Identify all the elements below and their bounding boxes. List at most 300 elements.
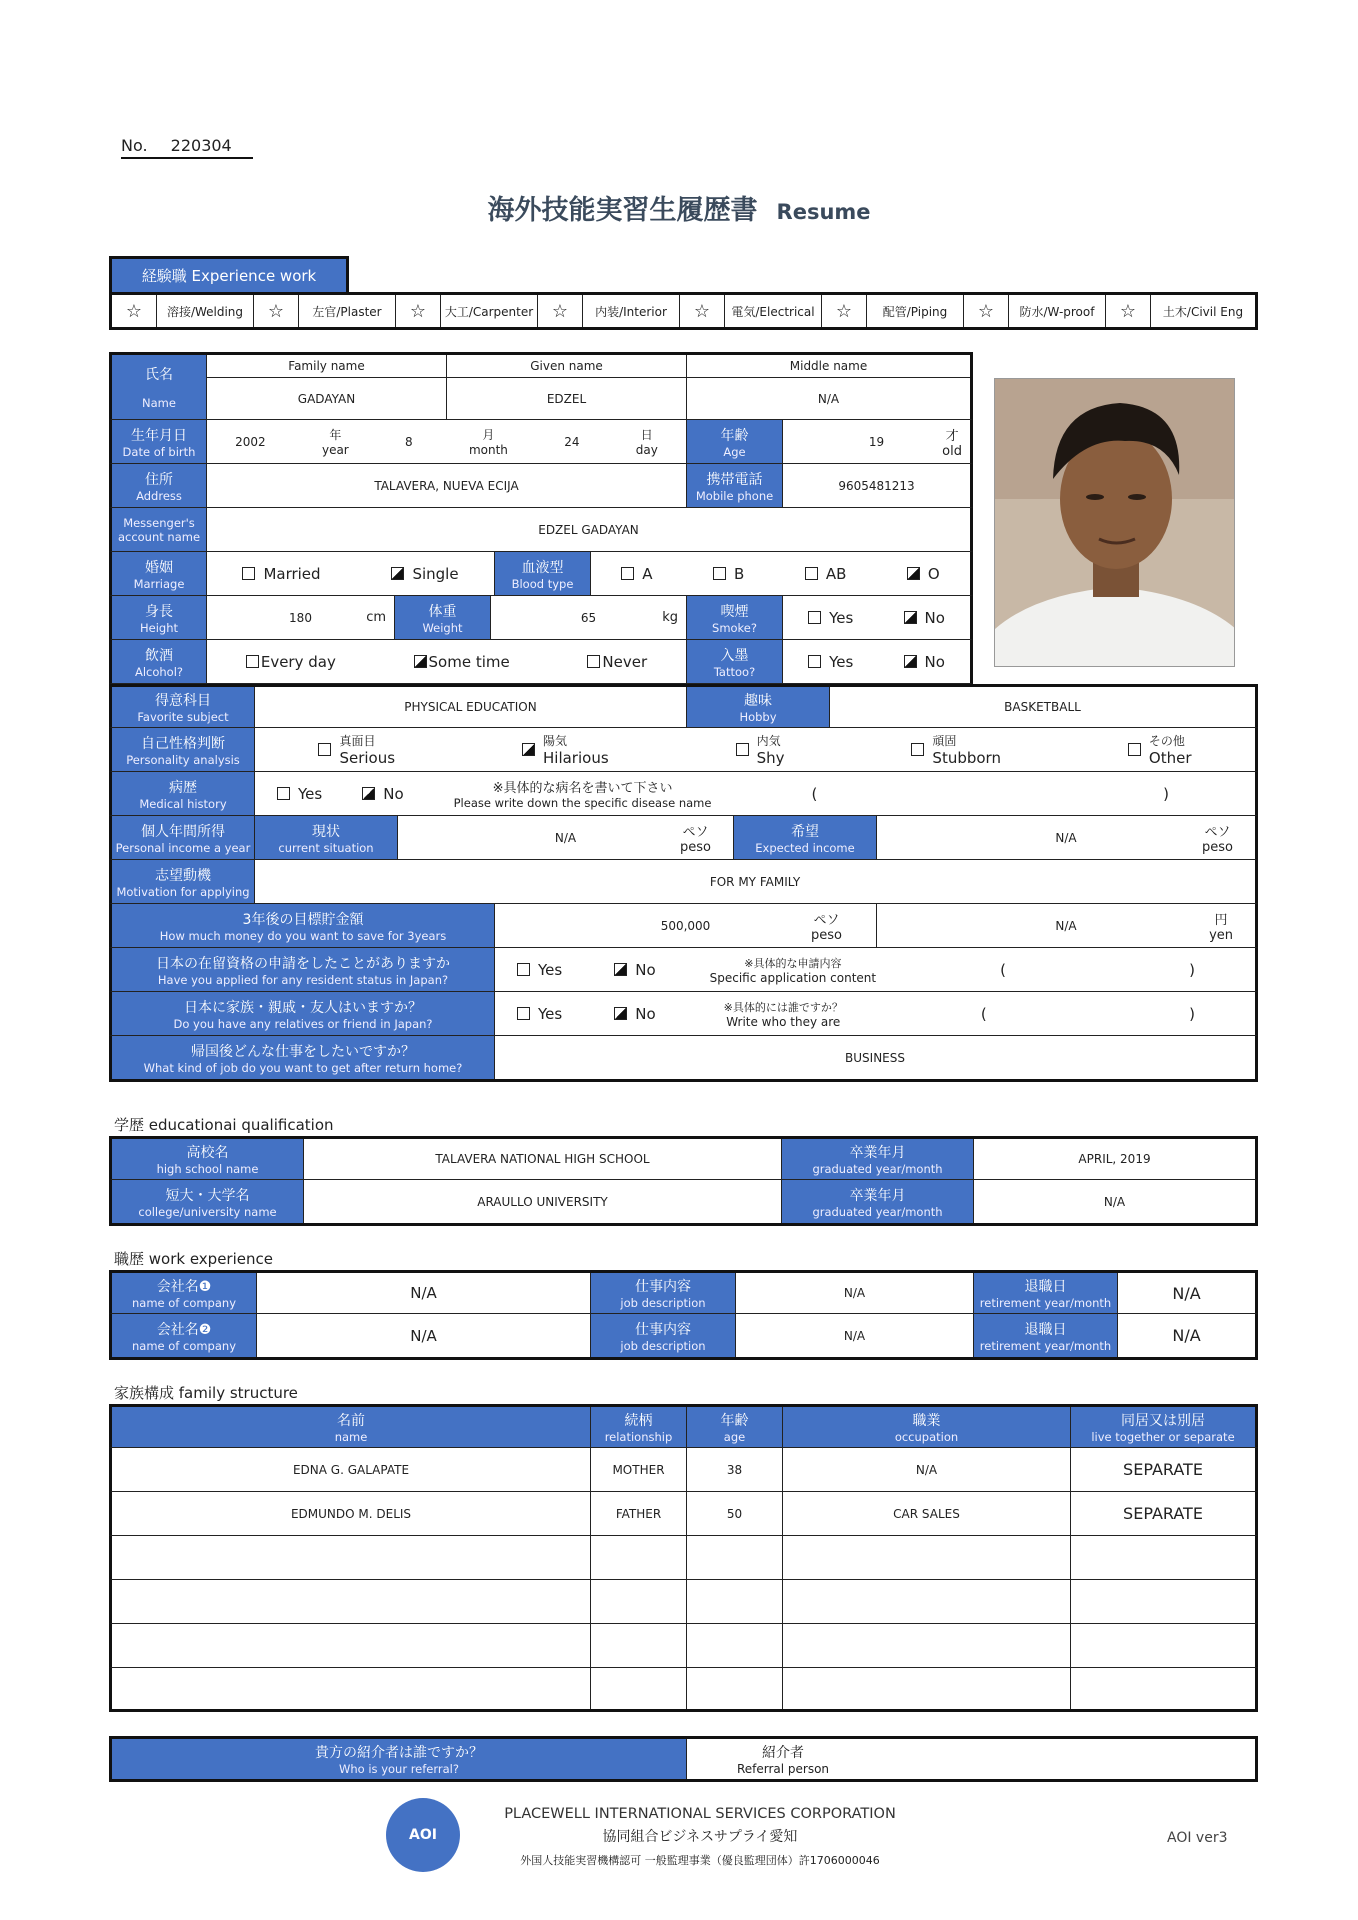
messenger-row [109, 508, 973, 552]
family-live-cell[interactable]: SEPARATE [1123, 1504, 1203, 1523]
experience-star[interactable] [1106, 295, 1151, 327]
tattoo-header [687, 640, 783, 683]
checkbox-ab[interactable] [805, 567, 818, 580]
income-current-unit: ペソ peso [680, 824, 711, 855]
smoke-header-jp: 喫煙 [720, 603, 749, 620]
income-header-jp: 個人年間所得 [141, 823, 225, 840]
table-row [109, 1536, 1258, 1580]
checkbox-resident-no[interactable] [614, 963, 627, 976]
relatives-paren-close: ) [1189, 1004, 1195, 1023]
height-value-cell[interactable] [207, 596, 395, 639]
checkbox-medical-yes[interactable] [277, 787, 290, 800]
subject-header-jp: 得意科目 [155, 693, 211, 709]
experience-star[interactable] [254, 295, 299, 327]
applicant-photo [994, 378, 1235, 667]
star-icon: ☆ [409, 300, 427, 322]
checkbox-relatives-no[interactable] [614, 1007, 627, 1020]
motivation-row [109, 860, 1258, 904]
experience-item [441, 295, 538, 327]
family-occ-cell[interactable] [783, 1580, 1071, 1623]
future-job-value: BUSINESS [845, 1050, 905, 1065]
doc-number [121, 136, 253, 159]
alcohol-header [112, 640, 207, 683]
doc-number-label: No. [121, 136, 148, 155]
referral-value-cell[interactable] [879, 1739, 1255, 1779]
given-name-label: Given name [447, 355, 686, 378]
table-row [109, 1492, 1258, 1536]
mobile-value: 9605481213 [838, 478, 915, 493]
experience-row [109, 292, 1258, 330]
medical-header-jp: 病歴 [169, 779, 197, 796]
company-value-cell[interactable] [257, 1273, 591, 1313]
blood-option-ab[interactable]: AB [805, 565, 847, 583]
checkbox-never[interactable] [587, 655, 600, 668]
address-value-cell[interactable] [207, 464, 687, 507]
family-age-cell[interactable] [687, 1580, 783, 1623]
footer-company [480, 1806, 920, 1868]
income-expected-value: N/A [1055, 830, 1077, 845]
job-header: 仕事内容 job description [591, 1273, 736, 1313]
family-age-cell[interactable] [687, 1668, 783, 1709]
experience-item [867, 295, 964, 327]
education-col-row [109, 1180, 1258, 1226]
income-header [112, 816, 255, 859]
relatives-header [112, 992, 495, 1035]
subject-value-cell[interactable] [255, 687, 687, 727]
address-row [109, 464, 973, 508]
messenger-value: EDZEL GADAYAN [538, 522, 639, 537]
resident-header-jp: 日本の在留資格の申請をしたことがありますか [156, 955, 450, 972]
blood-options [591, 552, 970, 595]
income-current-value: N/A [554, 830, 577, 845]
experience-item [725, 295, 822, 327]
blood-option-b[interactable]: B [713, 565, 744, 583]
experience-header [109, 256, 349, 292]
smoke-option-yes[interactable]: Yes [808, 609, 853, 627]
star-icon: ☆ [1119, 300, 1137, 322]
family-age-cell[interactable] [687, 1624, 783, 1667]
checkbox-serious[interactable] [318, 743, 331, 756]
checkbox-tattoo-no[interactable] [904, 655, 917, 668]
company-value: N/A [410, 1326, 437, 1345]
dob-header [112, 420, 207, 463]
family-rel-cell[interactable] [591, 1580, 687, 1623]
height-header-jp: 身長 [145, 603, 173, 620]
work-row [109, 1314, 1258, 1360]
family-name-cell[interactable] [112, 1624, 591, 1667]
resident-options [495, 948, 1255, 991]
hs-header: 高校名 high school name [112, 1139, 304, 1179]
height-row [109, 596, 973, 640]
checkbox-everyday[interactable] [246, 655, 259, 668]
marriage-option-single[interactable]: Single [391, 565, 458, 583]
income-current-header-jp: 現状 [312, 823, 340, 840]
alcohol-option-everyday[interactable]: Every day [246, 653, 336, 671]
income-expected-unit: ペソ peso [1202, 824, 1233, 855]
given-name-value: EDZEL [546, 391, 587, 406]
checkbox-o[interactable] [907, 567, 920, 580]
address-value: TALAVERA, NUEVA ECIJA [374, 478, 519, 493]
name-header-jp: 氏名 [145, 367, 173, 383]
given-name-cell[interactable] [447, 355, 687, 419]
family-occ-cell[interactable] [783, 1536, 1071, 1579]
family-occ-cell[interactable]: CAR SALES [783, 1492, 1071, 1535]
experience-item-label: 電気/Electrical [731, 304, 815, 319]
relatives-note: ※具体的には誰ですか？ Write who they are [723, 1000, 843, 1029]
marriage-header-jp: 婚姻 [145, 559, 173, 576]
marriage-header-en: Marriage [133, 576, 185, 591]
resident-option-no[interactable]: No [614, 961, 655, 979]
hs-grad-header: 卒業年月 graduated year/month [782, 1139, 974, 1179]
mobile-value-cell[interactable] [783, 464, 970, 507]
personality-header [112, 728, 255, 771]
alcohol-option-sometime[interactable]: Some time [414, 653, 510, 671]
checkbox-sometime[interactable] [414, 655, 427, 668]
job-value: N/A [843, 1328, 866, 1343]
footer-license: 外国人技能実習機構認可 一般監理事業（優良監理団体）許1706000046 [520, 1854, 880, 1867]
motivation-header-en: Motivation for applying [116, 884, 250, 899]
experience-star[interactable] [538, 295, 583, 327]
experience-item-label: 溶接/Welding [166, 304, 244, 319]
retirement-value-cell[interactable] [1118, 1273, 1255, 1313]
retirement-header: 退職日 retirement year/month [974, 1273, 1118, 1313]
personality-header-jp: 自己性格判断 [141, 735, 225, 752]
resident-row [109, 948, 1258, 992]
checkbox-shy[interactable] [736, 743, 749, 756]
motivation-value: FOR MY FAMILY [709, 874, 801, 889]
experience-star[interactable] [680, 295, 725, 327]
future-job-row [109, 1036, 1258, 1082]
checkbox-medical-no[interactable] [362, 787, 375, 800]
medical-option-no[interactable]: No [362, 785, 403, 803]
weight-header-jp: 体重 [428, 603, 457, 620]
family-col-live: 同居又は別居 live together or separate [1071, 1407, 1255, 1447]
checkbox-resident-yes[interactable] [517, 963, 530, 976]
job-value-cell[interactable] [736, 1273, 974, 1313]
checkbox-hilarious[interactable] [522, 743, 535, 756]
family-age-cell[interactable] [687, 1536, 783, 1579]
company-header: 会社名❶ name of company [112, 1273, 257, 1313]
resident-paren-close: ) [1189, 960, 1195, 979]
college-grad-header: 卒業年月 graduated year/month [782, 1180, 974, 1223]
savings-row [109, 904, 1258, 948]
messenger-header [112, 508, 207, 551]
future-job-header-jp: 帰国後どんな仕事をしたいですか？ [191, 1043, 415, 1060]
savings-header [112, 904, 495, 947]
page-title-jp: 海外技能実習生履歴書 [487, 195, 758, 226]
star-icon: ☆ [267, 300, 285, 322]
family-rel-cell[interactable]: FATHER [591, 1492, 687, 1535]
income-expected-header-jp: 希望 [791, 823, 819, 840]
personality-options [255, 728, 1255, 771]
family-live-cell[interactable] [1071, 1624, 1255, 1667]
checkbox-other[interactable] [1128, 743, 1141, 756]
family-name-cell[interactable]: EDNA G. GALAPATE [112, 1448, 591, 1491]
marriage-option-married[interactable]: Married [242, 565, 320, 583]
family-rel-cell[interactable] [591, 1536, 687, 1579]
education-hs-row [109, 1136, 1258, 1180]
personality-option-shy[interactable]: 内気 Shy [736, 732, 785, 767]
family-col-name: 名前 name [112, 1407, 591, 1447]
family-title: 家族構成 family structure [114, 1384, 298, 1402]
footer-company-en: PLACEWELL INTERNATIONAL SERVICES CORPORATION [504, 1806, 896, 1822]
college-value-cell[interactable] [304, 1180, 782, 1223]
family-rel-cell[interactable]: MOTHER [591, 1448, 687, 1491]
footer-company-jp: 協同組合ビジネスサプライ愛知 [602, 1829, 798, 1845]
work-title: 職歴 work experience [114, 1250, 273, 1268]
relatives-header-en: Do you have any relatives or friend in Japan? [173, 1016, 433, 1031]
checkbox-a[interactable] [621, 567, 634, 580]
hobby-value-cell[interactable] [830, 687, 1255, 727]
relatives-header-jp: 日本に家族・親戚・友人はいますか？ [184, 999, 422, 1016]
family-occ-cell[interactable] [783, 1624, 1071, 1667]
income-header-en: Personal income a year [115, 840, 251, 855]
blood-header-en: Blood type [511, 576, 574, 591]
experience-item-label: 土木/Civil Eng [1162, 304, 1244, 319]
retirement-value: N/A [1172, 1283, 1201, 1303]
messenger-value-cell[interactable] [207, 508, 970, 551]
experience-item [157, 295, 254, 327]
income-current-header [255, 816, 398, 859]
dob-row [109, 420, 973, 464]
family-age-cell[interactable]: 38 [687, 1448, 783, 1491]
hobby-value: BASKETBALL [1004, 700, 1081, 714]
checkbox-married[interactable] [242, 567, 255, 580]
family-name-cell[interactable] [112, 1668, 591, 1709]
future-job-value-cell[interactable] [495, 1036, 1255, 1079]
medical-option-yes[interactable]: Yes [277, 785, 322, 803]
address-header-en: Address [136, 488, 182, 503]
middle-name-label: Middle name [687, 355, 970, 378]
motivation-header-jp: 志望動機 [155, 867, 211, 884]
weight-header-en: Weight [422, 620, 463, 635]
smoke-option-no[interactable]: No [904, 609, 945, 627]
name-header [112, 355, 207, 419]
doc-number-value: 220304 [170, 136, 232, 155]
future-job-header [112, 1036, 495, 1079]
table-row [109, 1624, 1258, 1668]
star-icon: ☆ [835, 300, 853, 322]
family-live-cell[interactable]: SEPARATE [1123, 1460, 1203, 1479]
middle-name-cell[interactable] [687, 355, 970, 419]
checkbox-smoke-no[interactable] [904, 611, 917, 624]
page-title-en: Resume [776, 200, 871, 224]
family-rel-cell[interactable] [591, 1624, 687, 1667]
savings-yen-cell[interactable] [877, 904, 1255, 947]
blood-option-a[interactable]: A [621, 565, 652, 583]
star-icon: ☆ [551, 300, 569, 322]
education-title: 学歴 educationai qualification [114, 1116, 334, 1134]
company-value: N/A [410, 1284, 437, 1302]
savings-peso-unit: ペソ peso [811, 912, 842, 943]
family-header-row [109, 1404, 1258, 1448]
family-name-cell[interactable] [112, 1580, 591, 1623]
height-header-en: Height [139, 620, 178, 635]
dob-year: 2002 [235, 434, 266, 449]
blood-option-o[interactable]: O [907, 565, 940, 583]
motivation-value-cell[interactable] [255, 860, 1255, 903]
family-name-label: Family name [207, 355, 446, 378]
dob-year-unit: 年 year [321, 428, 349, 457]
family-name-value: GADAYAN [297, 391, 356, 406]
savings-yen-value: N/A [1055, 918, 1077, 933]
applicant-photo-image [995, 379, 1235, 667]
resident-header-en: Have you applied for any resident status in Japan? [157, 972, 449, 987]
family-col-age: 年齢 age [687, 1407, 783, 1447]
family-live-cell[interactable] [1071, 1536, 1255, 1579]
referral-label: 紹介者 Referral person [736, 1745, 830, 1776]
name-row [109, 352, 973, 420]
company-value-cell[interactable] [257, 1314, 591, 1357]
hs-grad-cell[interactable] [974, 1139, 1255, 1179]
income-current-cell[interactable] [398, 816, 734, 859]
experience-star[interactable] [822, 295, 867, 327]
family-live-cell[interactable] [1071, 1668, 1255, 1709]
family-occ-cell[interactable] [783, 1668, 1071, 1709]
version-label: AOI ver3 [1167, 1830, 1228, 1846]
savings-peso-cell[interactable] [495, 904, 877, 947]
family-name-cell[interactable] [112, 1536, 591, 1579]
resident-option-yes[interactable]: Yes [517, 961, 562, 979]
checkbox-tattoo-yes[interactable] [808, 655, 821, 668]
dob-month-unit: 月 month [468, 428, 508, 457]
family-name-cell[interactable]: EDMUNDO M. DELIS [112, 1492, 591, 1535]
tattoo-option-no[interactable]: No [904, 653, 945, 671]
income-expected-cell[interactable] [877, 816, 1255, 859]
motivation-header [112, 860, 255, 903]
checkbox-smoke-yes[interactable] [808, 611, 821, 624]
family-name-cell[interactable] [207, 355, 447, 419]
alcohol-option-never[interactable]: Never [587, 653, 647, 671]
income-row [109, 816, 1258, 860]
savings-yen-unit: 円 yen [1209, 912, 1233, 943]
age-header-en: Age [723, 444, 746, 459]
checkbox-relatives-yes[interactable] [517, 1007, 530, 1020]
family-rel-cell[interactable] [591, 1668, 687, 1709]
medical-options [255, 772, 1255, 815]
experience-star[interactable] [112, 295, 157, 327]
subject-value: PHYSICAL EDUCATION [404, 700, 537, 714]
medical-row [109, 772, 1258, 816]
middle-name-value: N/A [817, 391, 840, 406]
income-expected-header-en: Expected income [755, 840, 855, 855]
savings-header-jp: 3年後の目標貯金額 [242, 911, 364, 928]
experience-item [583, 295, 680, 327]
family-col-occupation: 職業 occupation [783, 1407, 1071, 1447]
future-job-header-en: What kind of job do you want to get after return home? [143, 1060, 463, 1075]
marriage-row [109, 552, 973, 596]
smoke-options [783, 596, 970, 639]
marriage-header [112, 552, 207, 595]
age-header-jp: 年齢 [720, 427, 749, 444]
aoi-logo-text: AOI [409, 1827, 437, 1843]
family-occ-cell[interactable]: N/A [783, 1448, 1071, 1491]
relatives-options [495, 992, 1255, 1035]
alcohol-header-en: Alcohol? [134, 664, 184, 679]
relatives-option-yes[interactable]: Yes [517, 1005, 562, 1023]
tattoo-header-jp: 入墨 [720, 647, 749, 664]
medical-note: ※具体的な病名を書いて下さい Please write down the specific disease name [453, 781, 712, 810]
resident-note: ※具体的な申請内容 Specific application content [709, 956, 877, 985]
resident-header [112, 948, 495, 991]
weight-unit: kg [662, 610, 678, 625]
star-icon: ☆ [977, 300, 995, 322]
college-value: ARAULLO UNIVERSITY [477, 1194, 608, 1209]
tattoo-option-yes[interactable]: Yes [808, 653, 853, 671]
hs-value-cell[interactable] [304, 1139, 782, 1179]
blood-header [495, 552, 591, 595]
subject-header [112, 687, 255, 727]
age-header [687, 420, 783, 463]
family-col-relationship: 続柄 relationship [591, 1407, 687, 1447]
income-current-header-en: current situation [278, 840, 374, 855]
experience-star[interactable] [964, 295, 1009, 327]
name-header-en: Name [142, 396, 176, 410]
hobby-header-en: Hobby [739, 710, 777, 724]
alcohol-row [109, 640, 973, 684]
messenger-header-en2: account name [117, 529, 201, 544]
experience-item [1009, 295, 1106, 327]
age-value-cell[interactable] [783, 420, 970, 463]
personality-header-en: Personality analysis [126, 752, 240, 767]
age-value: 19 [868, 434, 885, 449]
experience-item [299, 295, 396, 327]
relatives-option-no[interactable]: No [614, 1005, 655, 1023]
blood-header-jp: 血液型 [521, 559, 564, 576]
savings-peso-value: 500,000 [660, 918, 711, 933]
dob-day: 24 [564, 434, 580, 449]
height-header [112, 596, 207, 639]
income-expected-header [734, 816, 877, 859]
personality-option-serious[interactable]: 真面目 Serious [318, 732, 395, 767]
weight-value: 65 [580, 610, 597, 625]
work-row [109, 1270, 1258, 1314]
referral-row [109, 1736, 1258, 1782]
family-age-cell[interactable]: 50 [687, 1492, 783, 1535]
retirement-value-cell[interactable] [1118, 1314, 1255, 1357]
checkbox-b[interactable] [713, 567, 726, 580]
experience-star[interactable] [396, 295, 441, 327]
dob-day-unit: 日 day [635, 428, 658, 457]
mobile-header-en: Mobile phone [695, 488, 774, 503]
retirement-value: N/A [1172, 1326, 1201, 1345]
dob-month: 8 [405, 434, 413, 449]
job-value: N/A [843, 1286, 866, 1300]
retirement-header: 退職日 retirement year/month [974, 1314, 1118, 1357]
alcohol-header-jp: 飲酒 [145, 647, 173, 664]
family-live-cell[interactable] [1071, 1580, 1255, 1623]
height-unit: cm [366, 610, 386, 625]
experience-item-label: 防水/W-proof [1019, 304, 1095, 319]
star-icon: ☆ [125, 300, 143, 322]
dob-values[interactable] [207, 420, 687, 463]
table-row [109, 1448, 1258, 1492]
experience-item-label: 大工/Carpenter [444, 304, 534, 319]
medical-header [112, 772, 255, 815]
medical-header-en: Medical history [139, 796, 227, 811]
job-value-cell[interactable] [736, 1314, 974, 1357]
weight-value-cell[interactable] [491, 596, 687, 639]
checkbox-single[interactable] [391, 567, 404, 580]
college-grad-cell[interactable] [974, 1180, 1255, 1223]
hobby-header-jp: 趣味 [744, 693, 772, 709]
experience-header-label: 経験職 Experience work [141, 267, 317, 285]
checkbox-stubborn[interactable] [911, 743, 924, 756]
personality-option-stubborn[interactable]: 頑固 Stubborn [911, 732, 1001, 767]
personality-option-other[interactable]: その他 Other [1128, 732, 1192, 767]
personality-option-hilarious[interactable]: 陽気 Hilarious [522, 732, 609, 767]
mobile-header-jp: 携帯電話 [706, 471, 763, 488]
